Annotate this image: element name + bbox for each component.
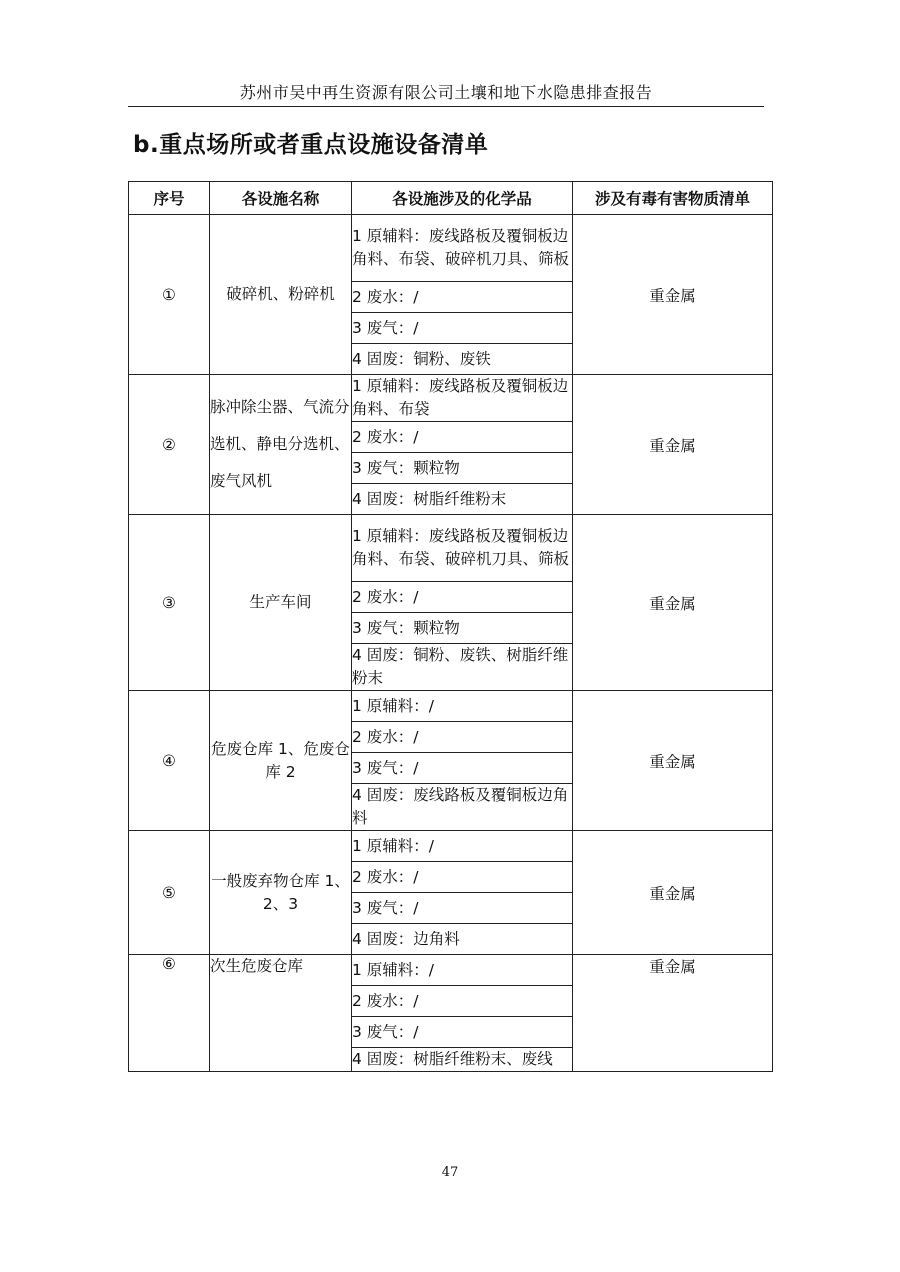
facility-table	[128, 181, 773, 1072]
chemical-solid-waste: 4 固废：铜粉、废铁	[352, 344, 573, 375]
page-number: 47	[441, 1165, 459, 1180]
toxic-substance: 重金属	[573, 515, 773, 691]
toxic-substance: 重金属	[573, 831, 773, 955]
toxic-substance: 重金属	[573, 215, 773, 375]
toxic-substance: 重金属	[573, 691, 773, 831]
table-row	[129, 955, 773, 986]
chemical-waste-gas: 3 废气：/	[352, 313, 573, 344]
chemical-solid-waste: 4 固废：边角料	[352, 924, 573, 955]
table-row	[129, 831, 773, 862]
table-row	[129, 375, 773, 422]
chemical-wastewater: 2 废水：/	[352, 582, 573, 613]
row-number: ⑤	[129, 831, 210, 955]
chemical-raw-materials: 1 原辅料：/	[352, 831, 573, 862]
facility-name: 一般废弃物仓库 1、2、3	[210, 831, 352, 955]
row-number: ①	[129, 215, 210, 375]
facility-name: 破碎机、粉碎机	[210, 215, 352, 375]
facility-name: 次生危废仓库	[210, 955, 352, 1072]
column-header-facility-name: 各设施名称	[210, 182, 352, 215]
column-header-number: 序号	[129, 182, 210, 215]
column-header-chemicals: 各设施涉及的化学品	[352, 182, 573, 215]
table-header-row	[129, 182, 773, 215]
chemical-solid-waste: 4 固废：树脂纤维粉末	[352, 484, 573, 515]
row-number: ③	[129, 515, 210, 691]
chemical-solid-waste: 4 固废：树脂纤维粉末、废线	[352, 1048, 573, 1072]
facility-name: 生产车间	[210, 515, 352, 691]
row-number: ⑥	[129, 955, 210, 1072]
chemical-waste-gas: 3 废气：颗粒物	[352, 453, 573, 484]
chemical-raw-materials: 1 原辅料：废线路板及覆铜板边角料、布袋、破碎机刀具、筛板	[352, 215, 573, 282]
column-header-toxic-substances: 涉及有毒有害物质清单	[573, 182, 773, 215]
chemical-wastewater: 2 废水：/	[352, 986, 573, 1017]
chemical-raw-materials: 1 原辅料：废线路板及覆铜板边角料、布袋	[352, 375, 573, 422]
toxic-substance: 重金属	[573, 375, 773, 515]
chemical-wastewater: 2 废水：/	[352, 282, 573, 313]
facility-name: 危废仓库 1、危废仓库 2	[210, 691, 352, 831]
chemical-waste-gas: 3 废气：/	[352, 1017, 573, 1048]
chemical-wastewater: 2 废水：/	[352, 722, 573, 753]
chemical-waste-gas: 3 废气：/	[352, 753, 573, 784]
chemical-solid-waste: 4 固废：废线路板及覆铜板边角料	[352, 784, 573, 831]
chemical-waste-gas: 3 废气：/	[352, 893, 573, 924]
section-title: b.重点场所或者重点设施设备清单	[133, 132, 489, 158]
chemical-waste-gas: 3 废气：颗粒物	[352, 613, 573, 644]
row-number: ④	[129, 691, 210, 831]
chemical-raw-materials: 1 原辅料：/	[352, 955, 573, 986]
table-row	[129, 515, 773, 582]
chemical-raw-materials: 1 原辅料：/	[352, 691, 573, 722]
table-row	[129, 215, 773, 282]
chemical-solid-waste: 4 固废：铜粉、废铁、树脂纤维粉末	[352, 644, 573, 691]
table-row	[129, 691, 773, 722]
chemical-raw-materials: 1 原辅料：废线路板及覆铜板边角料、布袋、破碎机刀具、筛板	[352, 515, 573, 582]
toxic-substance: 重金属	[573, 955, 773, 1072]
chemical-wastewater: 2 废水：/	[352, 862, 573, 893]
chemical-wastewater: 2 废水：/	[352, 422, 573, 453]
facility-name: 脉冲除尘器、气流分选机、静电分选机、废气风机	[210, 375, 352, 515]
page-header: 苏州市吴中再生资源有限公司土壤和地下水隐患排查报告	[128, 82, 764, 107]
row-number: ②	[129, 375, 210, 515]
